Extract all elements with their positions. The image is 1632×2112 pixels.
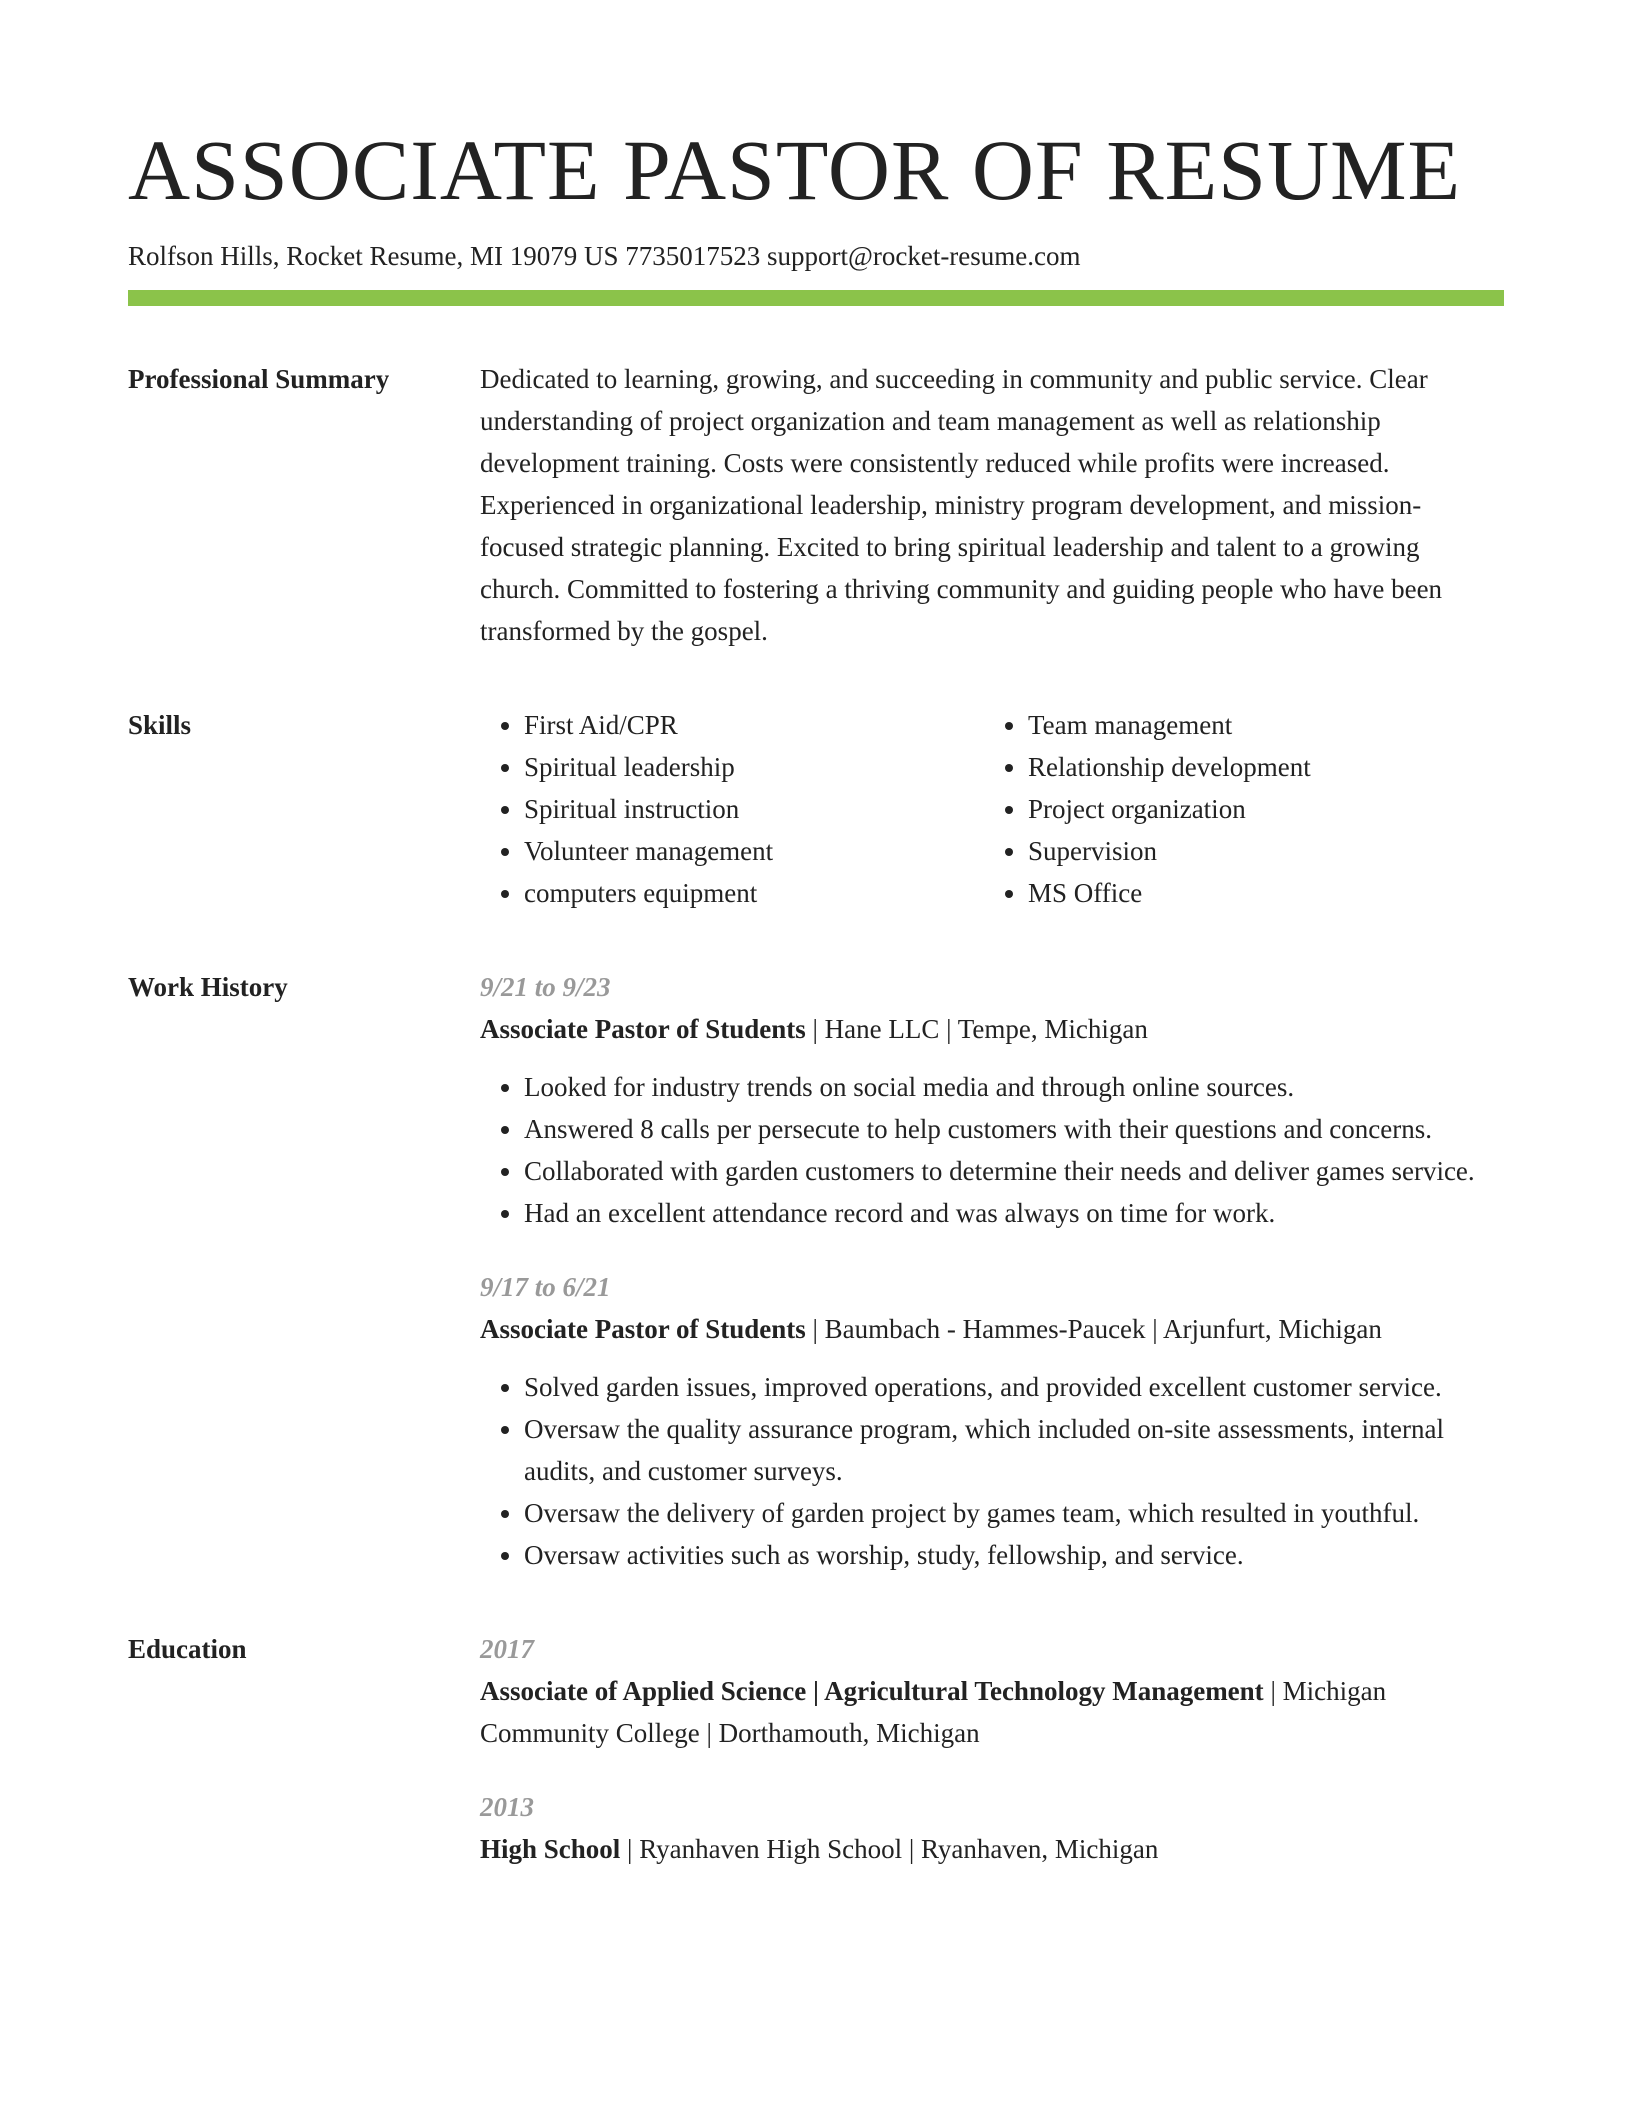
- education-section: [128, 1628, 1504, 1870]
- skill-item: • Team management: [1028, 704, 1488, 746]
- education-label: Education: [128, 1634, 247, 1664]
- work-history-section: [128, 966, 1504, 1576]
- education-details: | Ryanhaven High School | Ryanhaven, Michigan: [620, 1834, 1159, 1864]
- education-heading: [480, 1670, 1504, 1754]
- summary-text: Dedicated to learning, growing, and succeeding in community and public service. Clear understanding of project organization and team management as well as relationship development training. Costs were consistently reduced while profits were increased. Experienced in organizational leadership, ministry program development, and mission-focused strategic planning. Excited to bring spiritual leadership and talent to a growing church. Committed to fostering a thriving community and guiding people who have been transformed by the gospel.: [480, 364, 1443, 646]
- summary-label: Professional Summary: [128, 364, 390, 394]
- job-date: 9/21 to 9/23: [480, 972, 611, 1002]
- job-heading: [480, 1008, 1504, 1050]
- education-entry: [480, 1628, 1504, 1754]
- skills-label: Skills: [128, 710, 192, 740]
- job-date: 9/17 to 6/21: [480, 1272, 611, 1302]
- resume-title: ASSOCIATE PASTOR OF RESUME: [128, 122, 1462, 218]
- skill-item: • Spiritual instruction: [524, 788, 984, 830]
- accent-divider: [128, 290, 1504, 306]
- skill-item: • MS Office: [1028, 872, 1488, 914]
- skills-list-right: [984, 704, 1488, 914]
- education-degree: High School: [480, 1834, 621, 1864]
- education-year: 2013: [480, 1792, 534, 1822]
- job-bullet: • Oversaw the quality assurance program, which included on-site assessments, internal audits, and customer surveys.: [524, 1408, 1504, 1492]
- contact-line: Rolfson Hills, Rocket Resume, MI 19079 US 7735017523 support@rocket-resume.com: [128, 241, 1081, 271]
- job-bullet: • Looked for industry trends on social media and through online sources.: [524, 1066, 1504, 1108]
- job-bullet: • Oversaw activities such as worship, study, fellowship, and service.: [524, 1534, 1504, 1576]
- job-heading: [480, 1308, 1504, 1350]
- job-entry: [480, 1266, 1504, 1576]
- skill-item: • Relationship development: [1028, 746, 1488, 788]
- skill-item: • Spiritual leadership: [524, 746, 984, 788]
- summary-section: [128, 358, 1504, 652]
- education-details: | Michigan Community College | Dorthamouth, Michigan: [480, 1676, 1387, 1748]
- skills-list-left: [480, 704, 984, 914]
- job-title: Associate Pastor of Students: [480, 1014, 806, 1044]
- job-bullet: • Collaborated with garden customers to determine their needs and deliver games service.: [524, 1150, 1504, 1192]
- job-title: Associate Pastor of Students: [480, 1314, 806, 1344]
- job-details: | Hane LLC | Tempe, Michigan: [805, 1014, 1148, 1044]
- education-year: 2017: [480, 1634, 534, 1664]
- job-details: | Baumbach - Hammes-Paucek | Arjunfurt, Michigan: [805, 1314, 1382, 1344]
- job-bullets: [480, 1066, 1504, 1234]
- job-entry: [480, 966, 1504, 1234]
- skill-item: • Supervision: [1028, 830, 1488, 872]
- job-bullets: [480, 1366, 1504, 1576]
- job-bullet: • Had an excellent attendance record and was always on time for work.: [524, 1192, 1504, 1234]
- work-history-label: Work History: [128, 972, 288, 1002]
- education-heading: [480, 1828, 1504, 1870]
- skill-item: • computers equipment: [524, 872, 984, 914]
- job-bullet: • Oversaw the delivery of garden project by games team, which resulted in youthful.: [524, 1492, 1504, 1534]
- job-bullet: • Solved garden issues, improved operations, and provided excellent customer service.: [524, 1366, 1504, 1408]
- education-degree: Associate of Applied Science | Agricultural Technology Management: [480, 1676, 1264, 1706]
- skills-section: [128, 704, 1504, 914]
- skill-item: • Volunteer management: [524, 830, 984, 872]
- skill-item: • First Aid/CPR: [524, 704, 984, 746]
- education-entry: [480, 1786, 1504, 1870]
- job-bullet: • Answered 8 calls per persecute to help customers with their questions and concerns.: [524, 1108, 1504, 1150]
- skill-item: • Project organization: [1028, 788, 1488, 830]
